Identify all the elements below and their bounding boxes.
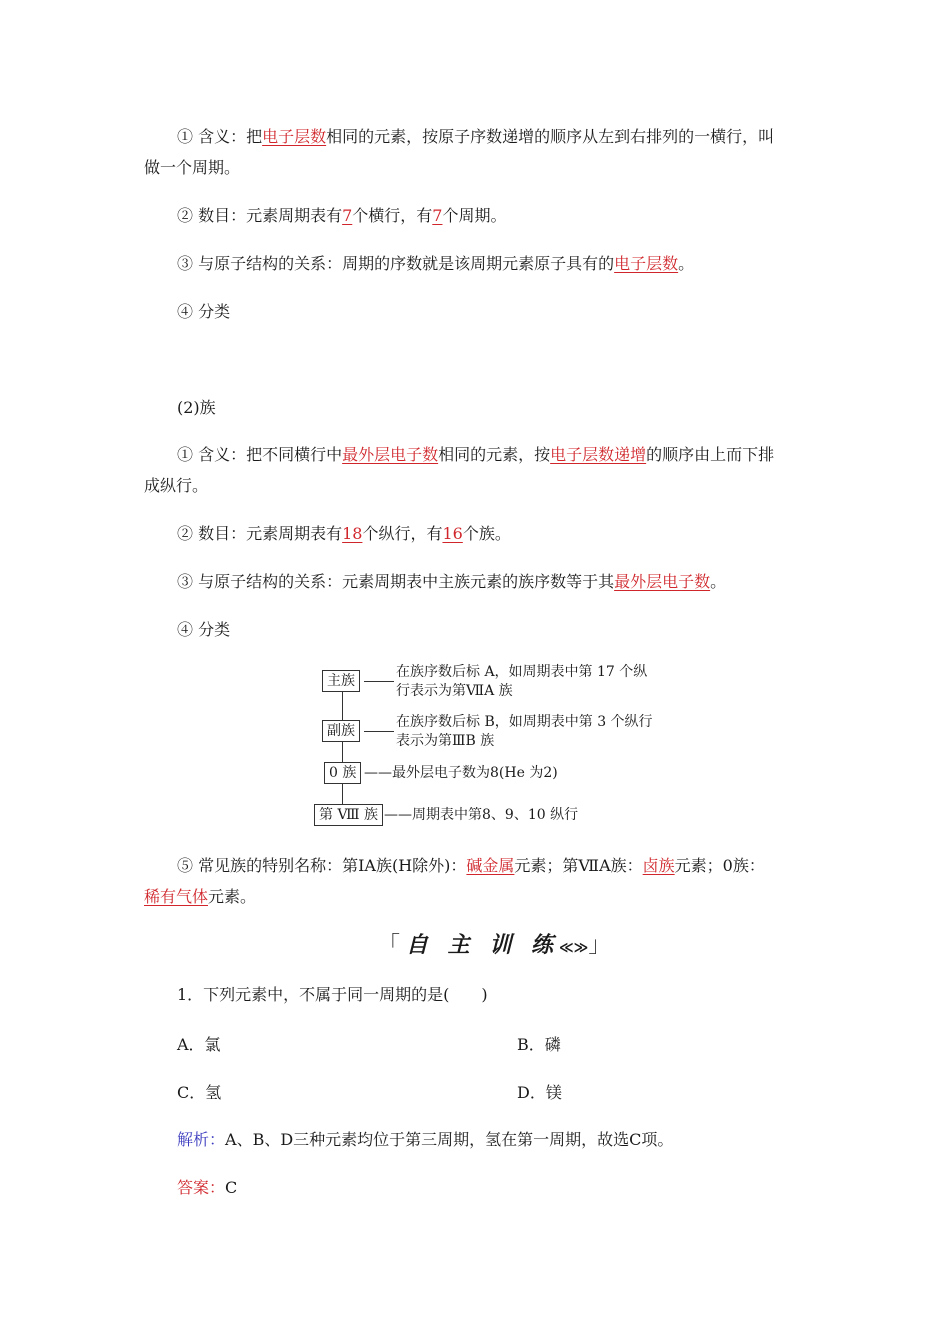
blank-answer: 最外层电子数 — [342, 445, 439, 464]
group-relation: ③ 与原子结构的关系：元素周期表中主族元素的族序数等于其最外层电子数。 — [177, 572, 727, 591]
analysis-label: 解析： — [177, 1130, 226, 1149]
zero-group-desc: ——最外层电子数为8(He 为2) — [364, 765, 558, 781]
analysis: 解析：A、B、D三种元素均位于第三周期，氢在第一周期，故选C项。 — [177, 1130, 674, 1149]
decorative-symbol-icon: ≪≫ — [559, 940, 589, 956]
group-meaning-line1: ① 含义：把不同横行中最外层电子数相同的元素，按电子层数递增的顺序由上而下排 — [177, 445, 775, 464]
group-classification-diagram — [314, 660, 684, 830]
group-classify: ④ 分类 — [177, 620, 231, 639]
period-classify: ④ 分类 — [177, 302, 231, 321]
option-d: D．镁 — [517, 1083, 562, 1102]
blank-answer: 电子层数 — [614, 254, 679, 273]
period-count: ② 数目：元素周期表有7个横行，有7个周期。 — [177, 206, 507, 225]
period-relation: ③ 与原子结构的关系：周期的序数就是该周期元素原子具有的电子层数。 — [177, 254, 695, 273]
connector-line — [364, 731, 394, 732]
option-a: A．氯 — [177, 1035, 221, 1054]
period-meaning-line1: ① 含义：把电子层数相同的元素，按原子序数递增的顺序从左到右排列的一横行，叫 — [177, 127, 775, 146]
question-stem: 1．下列元素中，不属于同一周期的是( ) — [177, 985, 488, 1004]
blank-answer: 16 — [442, 524, 463, 543]
blank-answer: 卤族 — [642, 856, 675, 875]
blank-answer: 稀有气体 — [144, 887, 209, 906]
main-group-desc-line1: 在族序数后标 A，如周期表中第 17 个纵 — [396, 664, 648, 680]
blank-answer: 18 — [342, 524, 363, 543]
connector-line — [364, 681, 394, 682]
main-group-desc-line2: 行表示为第ⅦA 族 — [396, 683, 513, 699]
eighth-group-box: 第 Ⅷ 族 — [314, 804, 383, 826]
eighth-group-desc: ——周期表中第8、9、10 纵行 — [384, 807, 579, 823]
blank-answer: 7 — [342, 206, 353, 225]
answer: 答案：C — [177, 1178, 238, 1197]
sub-group-desc-line1: 在族序数后标 B，如周期表中第 3 个纵行 — [396, 714, 653, 730]
blank-answer: 碱金属 — [466, 856, 515, 875]
option-c: C．氢 — [177, 1083, 222, 1102]
diagram-trunk-line — [342, 680, 343, 804]
zero-group-box: 0 族 — [324, 762, 361, 784]
main-group-box: 主族 — [322, 670, 360, 692]
option-b: B．磷 — [517, 1035, 561, 1054]
group-special-names-line2: 稀有气体元素。 — [144, 887, 257, 906]
blank-answer: 电子层数递增 — [550, 445, 647, 464]
period-meaning-line2: 做一个周期。 — [144, 158, 241, 177]
answer-label: 答案： — [177, 1178, 226, 1197]
group-count: ② 数目：元素周期表有18个纵行，有16个族。 — [177, 524, 511, 543]
blank-answer: 最外层电子数 — [614, 572, 711, 591]
group-heading: (2)族 — [177, 398, 216, 417]
blank-answer: 电子层数 — [262, 127, 327, 146]
section-title: 「自 主 训 练≪≫」 — [378, 933, 617, 958]
sub-group-box: 副族 — [322, 720, 360, 742]
group-meaning-line2: 成纵行。 — [144, 476, 209, 495]
group-special-names-line1: ⑤ 常见族的特别名称：第ⅠA族(H除外)：碱金属元素；第ⅦA族：卤族元素；0族： — [177, 856, 765, 875]
blank-answer: 7 — [432, 206, 443, 225]
sub-group-desc-line2: 表示为第ⅢB 族 — [396, 733, 495, 749]
